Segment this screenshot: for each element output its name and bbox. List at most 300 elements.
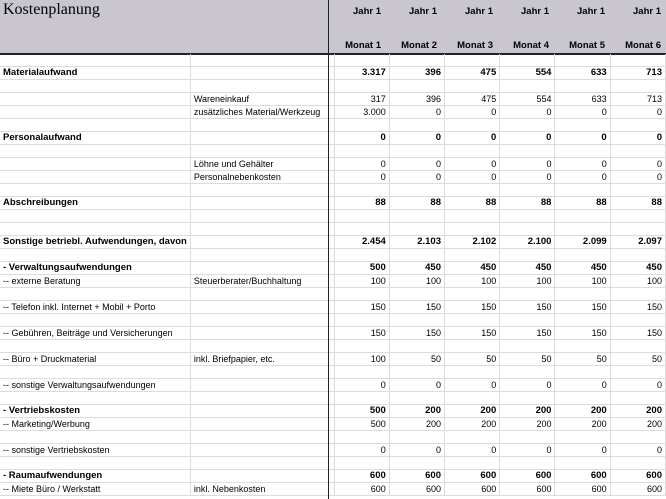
value-cell[interactable]: 150 <box>334 301 389 314</box>
value-cell[interactable] <box>500 431 555 444</box>
sheet-header <box>0 0 666 55</box>
value-cell[interactable]: 0 <box>500 171 555 184</box>
value-cell[interactable]: 0 <box>334 171 389 184</box>
row-note[interactable] <box>190 236 334 249</box>
row-label[interactable] <box>0 54 190 67</box>
sheet-title: Kostenplanung <box>3 1 100 18</box>
row-label[interactable]: -- sonstige Verwaltungsaufwendungen <box>0 379 190 392</box>
value-cell[interactable] <box>445 392 500 405</box>
value-cell[interactable]: 50 <box>389 353 444 366</box>
value-cell[interactable] <box>389 223 444 236</box>
row-label[interactable]: -- Telefon inkl. Internet + Mobil + Porto <box>0 301 190 314</box>
row-note[interactable] <box>190 184 334 197</box>
value-cell[interactable] <box>555 314 610 327</box>
value-cell[interactable]: 0 <box>334 158 389 171</box>
value-cell[interactable]: 150 <box>500 327 555 340</box>
value-cell[interactable]: 0 <box>389 132 444 145</box>
value-cell[interactable] <box>555 249 610 262</box>
table-row <box>0 80 666 93</box>
value-cell[interactable] <box>555 145 610 158</box>
value-cell[interactable] <box>500 288 555 301</box>
row-label[interactable]: -- Miete Büro / Werkstatt <box>0 483 190 496</box>
value-cell[interactable]: 100 <box>555 275 610 288</box>
value-cell[interactable]: 0 <box>445 132 500 145</box>
row-label[interactable]: Sonstige betriebl. Aufwendungen, davon <box>0 236 190 249</box>
value-cell[interactable]: 0 <box>500 106 555 119</box>
row-label[interactable]: - Raumaufwendungen <box>0 470 190 483</box>
value-cell[interactable] <box>389 340 444 353</box>
value-cell[interactable]: 0 <box>610 379 665 392</box>
row-note[interactable] <box>190 327 334 340</box>
value-cell[interactable]: 0 <box>500 132 555 145</box>
row-label[interactable] <box>0 119 190 132</box>
value-cell[interactable]: 450 <box>610 262 665 275</box>
table-row <box>0 392 666 405</box>
value-cell[interactable] <box>334 340 389 353</box>
value-cell[interactable]: 0 <box>610 106 665 119</box>
value-cell[interactable]: 88 <box>389 197 444 210</box>
row-label[interactable] <box>0 145 190 158</box>
value-cell[interactable]: 0 <box>555 379 610 392</box>
value-cell[interactable] <box>389 392 444 405</box>
value-cell[interactable]: 0 <box>500 379 555 392</box>
value-cell[interactable]: 0 <box>610 132 665 145</box>
value-cell[interactable]: 100 <box>334 275 389 288</box>
value-cell[interactable] <box>334 366 389 379</box>
value-cell[interactable]: 88 <box>500 197 555 210</box>
value-cell[interactable] <box>555 119 610 132</box>
value-cell[interactable]: 600 <box>500 483 555 496</box>
value-cell[interactable]: 0 <box>389 444 444 457</box>
value-cell[interactable] <box>555 210 610 223</box>
value-cell[interactable]: 600 <box>500 470 555 483</box>
value-cell[interactable]: 3.000 <box>334 106 389 119</box>
value-cell[interactable]: 713 <box>610 93 665 106</box>
value-cell[interactable]: 200 <box>555 405 610 418</box>
value-cell[interactable] <box>500 249 555 262</box>
value-cell[interactable] <box>445 54 500 67</box>
value-cell[interactable]: 0 <box>334 132 389 145</box>
row-note[interactable] <box>190 145 334 158</box>
row-note[interactable] <box>190 132 334 145</box>
column-year: Jahr 1 <box>521 6 549 17</box>
value-cell[interactable]: 475 <box>445 93 500 106</box>
value-cell[interactable] <box>500 54 555 67</box>
value-cell[interactable] <box>445 184 500 197</box>
value-cell[interactable]: 554 <box>500 93 555 106</box>
row-label[interactable] <box>0 392 190 405</box>
value-cell[interactable]: 2.103 <box>389 236 444 249</box>
row-label[interactable] <box>0 106 190 119</box>
value-cell[interactable] <box>334 249 389 262</box>
value-cell[interactable]: 600 <box>555 483 610 496</box>
value-cell[interactable]: 450 <box>555 262 610 275</box>
row-label[interactable]: -- Gebühren, Beiträge und Versicherungen <box>0 327 190 340</box>
value-cell[interactable]: 150 <box>445 327 500 340</box>
value-cell[interactable]: 600 <box>389 470 444 483</box>
value-cell[interactable] <box>334 314 389 327</box>
value-cell[interactable]: 0 <box>555 132 610 145</box>
value-cell[interactable]: 200 <box>445 418 500 431</box>
row-label[interactable] <box>0 340 190 353</box>
value-cell[interactable]: 396 <box>389 93 444 106</box>
value-cell[interactable] <box>389 210 444 223</box>
value-cell[interactable]: 600 <box>334 483 389 496</box>
value-cell[interactable]: 0 <box>555 171 610 184</box>
row-label[interactable]: -- externe Beratung <box>0 275 190 288</box>
value-cell[interactable] <box>500 184 555 197</box>
value-cell[interactable]: 100 <box>389 275 444 288</box>
row-label[interactable]: -- Marketing/Werbung <box>0 418 190 431</box>
value-cell[interactable] <box>389 249 444 262</box>
value-cell[interactable]: 50 <box>555 353 610 366</box>
value-cell[interactable]: 0 <box>445 106 500 119</box>
value-cell[interactable] <box>610 249 665 262</box>
value-cell[interactable] <box>445 223 500 236</box>
table-row <box>0 93 666 106</box>
value-cell[interactable] <box>334 145 389 158</box>
value-cell[interactable]: 200 <box>389 418 444 431</box>
value-cell[interactable]: 200 <box>500 405 555 418</box>
value-cell[interactable]: 450 <box>500 262 555 275</box>
table-row <box>0 158 666 171</box>
value-cell[interactable]: 0 <box>389 106 444 119</box>
value-cell[interactable] <box>445 249 500 262</box>
value-cell[interactable]: 450 <box>445 262 500 275</box>
value-cell[interactable] <box>445 288 500 301</box>
row-note[interactable] <box>190 392 334 405</box>
value-cell[interactable] <box>500 366 555 379</box>
table-row <box>0 184 666 197</box>
row-note[interactable] <box>190 444 334 457</box>
row-label[interactable]: - Verwaltungsaufwendungen <box>0 262 190 275</box>
value-cell[interactable]: 0 <box>610 444 665 457</box>
value-cell[interactable] <box>555 80 610 93</box>
value-cell[interactable]: 150 <box>555 301 610 314</box>
row-label[interactable] <box>0 223 190 236</box>
row-note[interactable] <box>190 470 334 483</box>
value-cell[interactable] <box>389 80 444 93</box>
row-note[interactable] <box>190 418 334 431</box>
column-divider <box>328 0 329 499</box>
value-cell[interactable]: 317 <box>334 93 389 106</box>
value-cell[interactable]: 450 <box>389 262 444 275</box>
value-cell[interactable]: 0 <box>610 171 665 184</box>
row-note[interactable] <box>190 210 334 223</box>
value-cell[interactable] <box>610 184 665 197</box>
row-label[interactable] <box>0 93 190 106</box>
value-cell[interactable] <box>389 145 444 158</box>
value-cell[interactable] <box>445 314 500 327</box>
value-cell[interactable]: 600 <box>610 483 665 496</box>
row-note[interactable] <box>190 119 334 132</box>
value-cell[interactable]: 500 <box>334 405 389 418</box>
row-note[interactable]: zusätzliches Material/Werkzeug <box>190 106 334 119</box>
value-cell[interactable]: 633 <box>555 67 610 80</box>
row-note[interactable] <box>190 262 334 275</box>
value-cell[interactable] <box>500 457 555 470</box>
column-month: Monat 3 <box>457 40 493 51</box>
value-cell[interactable] <box>610 80 665 93</box>
value-cell[interactable] <box>500 314 555 327</box>
row-note[interactable] <box>190 431 334 444</box>
value-cell[interactable]: 396 <box>389 67 444 80</box>
value-cell[interactable]: 3.317 <box>334 67 389 80</box>
value-cell[interactable]: 100 <box>334 353 389 366</box>
value-cell[interactable] <box>610 223 665 236</box>
table-row <box>0 353 666 366</box>
value-cell[interactable] <box>610 119 665 132</box>
row-note[interactable] <box>190 457 334 470</box>
row-note[interactable] <box>190 223 334 236</box>
value-cell[interactable] <box>555 223 610 236</box>
value-cell[interactable] <box>445 366 500 379</box>
value-cell[interactable]: 600 <box>555 470 610 483</box>
row-label[interactable]: Personalaufwand <box>0 132 190 145</box>
value-cell[interactable] <box>500 340 555 353</box>
row-note[interactable] <box>190 405 334 418</box>
value-cell[interactable] <box>334 54 389 67</box>
value-cell[interactable]: 88 <box>445 197 500 210</box>
table-row <box>0 132 666 145</box>
value-cell[interactable]: 633 <box>555 93 610 106</box>
column-year: Jahr 1 <box>353 6 381 17</box>
column-month: Monat 6 <box>625 40 661 51</box>
value-cell[interactable]: 150 <box>334 327 389 340</box>
value-cell[interactable] <box>389 457 444 470</box>
table-row <box>0 262 666 275</box>
table-row <box>0 301 666 314</box>
value-cell[interactable] <box>500 223 555 236</box>
row-label[interactable]: - Vertriebskosten <box>0 405 190 418</box>
value-cell[interactable]: 554 <box>500 67 555 80</box>
value-cell[interactable]: 2.454 <box>334 236 389 249</box>
row-note[interactable] <box>190 314 334 327</box>
row-note[interactable] <box>190 379 334 392</box>
value-cell[interactable]: 88 <box>610 197 665 210</box>
value-cell[interactable] <box>500 392 555 405</box>
value-cell[interactable]: 600 <box>610 470 665 483</box>
value-cell[interactable]: 0 <box>389 158 444 171</box>
value-cell[interactable]: 0 <box>389 171 444 184</box>
row-label[interactable] <box>0 366 190 379</box>
value-cell[interactable]: 0 <box>500 444 555 457</box>
value-cell[interactable] <box>610 366 665 379</box>
value-cell[interactable] <box>334 80 389 93</box>
row-note[interactable]: Löhne und Gehälter <box>190 158 334 171</box>
value-cell[interactable]: 200 <box>500 418 555 431</box>
column-year: Jahr 1 <box>409 6 437 17</box>
table-row <box>0 67 666 80</box>
value-cell[interactable] <box>555 54 610 67</box>
value-cell[interactable] <box>389 288 444 301</box>
value-cell[interactable] <box>389 184 444 197</box>
value-cell[interactable] <box>445 431 500 444</box>
value-cell[interactable] <box>389 366 444 379</box>
value-cell[interactable]: 0 <box>445 171 500 184</box>
value-cell[interactable] <box>334 457 389 470</box>
value-cell[interactable]: 50 <box>500 353 555 366</box>
row-note[interactable]: Personalnebenkosten <box>190 171 334 184</box>
value-cell[interactable] <box>610 210 665 223</box>
value-cell[interactable]: 150 <box>389 327 444 340</box>
value-cell[interactable] <box>334 223 389 236</box>
value-cell[interactable] <box>445 210 500 223</box>
value-cell[interactable]: 50 <box>445 353 500 366</box>
table-row <box>0 340 666 353</box>
value-cell[interactable]: 0 <box>445 379 500 392</box>
row-label[interactable]: Abschreibungen <box>0 197 190 210</box>
value-cell[interactable] <box>555 288 610 301</box>
value-cell[interactable]: 88 <box>555 197 610 210</box>
row-note[interactable]: Steuerberater/Buchhaltung <box>190 275 334 288</box>
value-cell[interactable]: 600 <box>445 470 500 483</box>
value-cell[interactable]: 0 <box>610 158 665 171</box>
value-cell[interactable]: 0 <box>334 444 389 457</box>
value-cell[interactable]: 2.100 <box>500 236 555 249</box>
value-cell[interactable]: 2.102 <box>445 236 500 249</box>
value-cell[interactable] <box>500 145 555 158</box>
row-note[interactable] <box>190 67 334 80</box>
value-cell[interactable]: 150 <box>445 301 500 314</box>
value-cell[interactable] <box>555 392 610 405</box>
value-cell[interactable] <box>334 431 389 444</box>
value-cell[interactable] <box>555 457 610 470</box>
value-cell[interactable]: 500 <box>334 262 389 275</box>
value-cell[interactable]: 200 <box>445 405 500 418</box>
column-month: Monat 5 <box>569 40 605 51</box>
value-cell[interactable]: 0 <box>555 444 610 457</box>
value-cell[interactable] <box>334 119 389 132</box>
row-note[interactable] <box>190 288 334 301</box>
value-cell[interactable]: 50 <box>610 353 665 366</box>
row-note[interactable] <box>190 301 334 314</box>
value-cell[interactable]: 100 <box>500 275 555 288</box>
value-cell[interactable] <box>334 184 389 197</box>
table-row <box>0 431 666 444</box>
row-label[interactable] <box>0 184 190 197</box>
value-cell[interactable]: 0 <box>445 158 500 171</box>
value-cell[interactable]: 0 <box>445 444 500 457</box>
row-label[interactable] <box>0 431 190 444</box>
value-cell[interactable]: 200 <box>610 405 665 418</box>
table-row <box>0 314 666 327</box>
value-cell[interactable] <box>445 145 500 158</box>
row-note[interactable] <box>190 54 334 67</box>
value-cell[interactable] <box>610 145 665 158</box>
value-cell[interactable] <box>555 184 610 197</box>
table-row <box>0 249 666 262</box>
value-cell[interactable]: 200 <box>389 405 444 418</box>
row-label[interactable]: -- Büro + Druckmaterial <box>0 353 190 366</box>
value-cell[interactable]: 500 <box>334 418 389 431</box>
value-cell[interactable] <box>445 340 500 353</box>
value-cell[interactable]: 600 <box>334 470 389 483</box>
value-cell[interactable] <box>389 314 444 327</box>
value-cell[interactable]: 2.099 <box>555 236 610 249</box>
value-cell[interactable] <box>555 366 610 379</box>
row-note[interactable] <box>190 197 334 210</box>
row-label[interactable]: -- sonstige Vertriebskosten <box>0 444 190 457</box>
row-label[interactable] <box>0 210 190 223</box>
value-cell[interactable] <box>389 119 444 132</box>
value-cell[interactable] <box>555 431 610 444</box>
row-label[interactable] <box>0 288 190 301</box>
row-label[interactable] <box>0 80 190 93</box>
value-cell[interactable] <box>610 340 665 353</box>
value-cell[interactable] <box>445 119 500 132</box>
value-cell[interactable]: 0 <box>334 379 389 392</box>
row-note[interactable] <box>190 366 334 379</box>
value-cell[interactable] <box>610 314 665 327</box>
value-cell[interactable]: 150 <box>610 301 665 314</box>
value-cell[interactable] <box>389 54 444 67</box>
value-cell[interactable] <box>334 210 389 223</box>
value-cell[interactable]: 150 <box>610 327 665 340</box>
value-cell[interactable] <box>610 392 665 405</box>
value-cell[interactable]: 150 <box>500 301 555 314</box>
value-cell[interactable] <box>389 431 444 444</box>
value-cell[interactable] <box>500 119 555 132</box>
value-cell[interactable]: 600 <box>445 483 500 496</box>
value-cell[interactable] <box>334 288 389 301</box>
row-label[interactable] <box>0 249 190 262</box>
row-label[interactable] <box>0 457 190 470</box>
value-cell[interactable]: 600 <box>389 483 444 496</box>
row-note[interactable] <box>190 249 334 262</box>
value-cell[interactable]: 0 <box>555 158 610 171</box>
value-cell[interactable]: 713 <box>610 67 665 80</box>
table-row <box>0 457 666 470</box>
row-label[interactable]: Materialaufwand <box>0 67 190 80</box>
value-cell[interactable]: 0 <box>389 379 444 392</box>
value-cell[interactable]: 200 <box>555 418 610 431</box>
row-label[interactable] <box>0 171 190 184</box>
value-cell[interactable]: 150 <box>555 327 610 340</box>
value-cell[interactable]: 0 <box>555 106 610 119</box>
value-cell[interactable] <box>555 340 610 353</box>
value-cell[interactable]: 475 <box>445 67 500 80</box>
row-label[interactable] <box>0 158 190 171</box>
value-cell[interactable] <box>445 457 500 470</box>
value-cell[interactable] <box>610 288 665 301</box>
row-note[interactable]: inkl. Briefpapier, etc. <box>190 353 334 366</box>
value-cell[interactable] <box>610 431 665 444</box>
table-row <box>0 106 666 119</box>
value-cell[interactable] <box>500 210 555 223</box>
table-row <box>0 223 666 236</box>
value-cell[interactable] <box>610 457 665 470</box>
value-cell[interactable] <box>334 392 389 405</box>
row-note[interactable] <box>190 80 334 93</box>
value-cell[interactable] <box>610 54 665 67</box>
value-cell[interactable]: 150 <box>389 301 444 314</box>
value-cell[interactable]: 100 <box>610 275 665 288</box>
value-cell[interactable]: 200 <box>610 418 665 431</box>
value-cell[interactable]: 88 <box>334 197 389 210</box>
value-cell[interactable] <box>500 80 555 93</box>
row-note[interactable]: inkl. Nebenkosten <box>190 483 334 496</box>
value-cell[interactable]: 2.097 <box>610 236 665 249</box>
table-row <box>0 327 666 340</box>
row-label[interactable] <box>0 314 190 327</box>
row-note[interactable]: Wareneinkauf <box>190 93 334 106</box>
cost-table <box>0 54 666 496</box>
row-note[interactable] <box>190 340 334 353</box>
value-cell[interactable]: 0 <box>500 158 555 171</box>
value-cell[interactable] <box>445 80 500 93</box>
value-cell[interactable]: 100 <box>445 275 500 288</box>
